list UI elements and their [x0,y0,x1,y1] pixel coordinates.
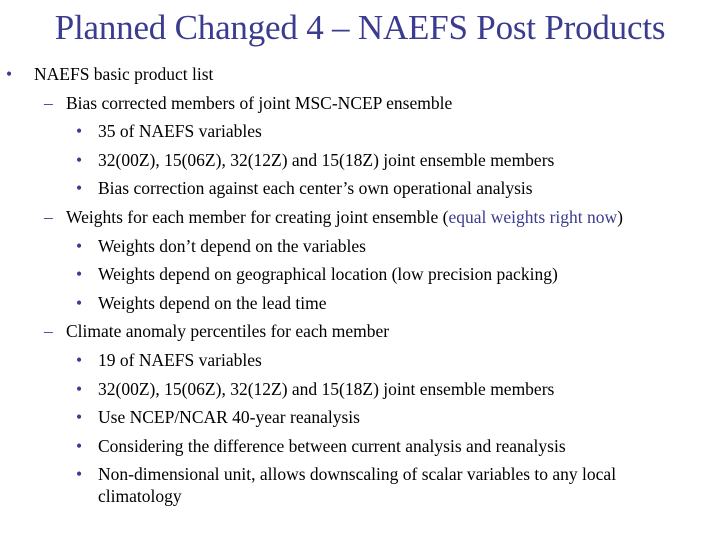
sub-sub-item [0,375,720,404]
sub-sub-item-text: 35 of NAEFS variables [98,121,262,142]
sub-sub-item-text: 32(00Z), 15(06Z), 32(12Z) and 15(18Z) joint ensemble members [98,149,555,170]
sub-item-text: Bias corrected members of joint MSC-NCEP ensemble [66,92,453,113]
sub-sub-item-text: Non-dimensional unit, allows downscaling of scalar variables to any local [98,464,617,485]
highlight-text: equal weights right now [448,206,618,227]
sub-sub-item [0,460,720,489]
slide-content [0,60,720,507]
slide-title: Planned Changed 4 – NAEFS Post Products [54,8,666,47]
bullet-icon: • [6,64,13,84]
sub-sub-item [0,403,720,432]
dash-icon: – [44,321,53,342]
dash-icon: – [44,92,53,113]
sub-item-text: Weights for each member for creating joint ensemble ( [66,206,449,227]
sub-item [0,89,720,118]
sub-sub-item-text: Considering the difference between current analysis and reanalysis [98,435,566,456]
bullet-icon: • [76,435,83,456]
bullet-icon: • [76,264,83,285]
bullet-icon: • [76,464,83,485]
bullet-icon: • [76,178,83,199]
sub-sub-item [0,232,720,261]
sub-sub-item [0,432,720,461]
sub-item-text: Climate anomaly percentiles for each member [66,321,390,342]
bullet-icon: • [76,292,83,313]
bullet-icon: • [76,407,83,428]
bullet-icon: • [76,349,83,370]
sub-item-text-end: ) [617,206,623,227]
sub-sub-item [0,289,720,318]
bullet-icon: • [76,378,83,399]
sub-sub-item-text: Weights don’t depend on the variables [98,235,366,256]
sub-sub-item-continuation: climatology [98,485,182,506]
bullet-item [0,60,720,89]
sub-sub-item [0,174,720,203]
sub-item [0,203,720,232]
sub-sub-item-text: Weights depend on geographical location (low precision packing) [98,264,558,285]
bullet-icon: • [76,235,83,256]
dash-icon: – [44,206,53,227]
sub-sub-item [0,260,720,289]
bullet-text: NAEFS basic product list [34,64,214,84]
bullet-icon: • [76,149,83,170]
sub-sub-item-text: Bias correction against each center’s own operational analysis [98,178,533,199]
sub-sub-item-text: 19 of NAEFS variables [98,349,262,370]
sub-sub-item [0,346,720,375]
sub-sub-item [0,146,720,175]
sub-item [0,317,720,346]
sub-sub-item [0,117,720,146]
sub-sub-item-text: Weights depend on the lead time [98,292,327,313]
sub-sub-item-text: Use NCEP/NCAR 40-year reanalysis [98,407,360,428]
bullet-icon: • [76,121,83,142]
sub-sub-item-text: 32(00Z), 15(06Z), 32(12Z) and 15(18Z) joint ensemble members [98,378,555,399]
